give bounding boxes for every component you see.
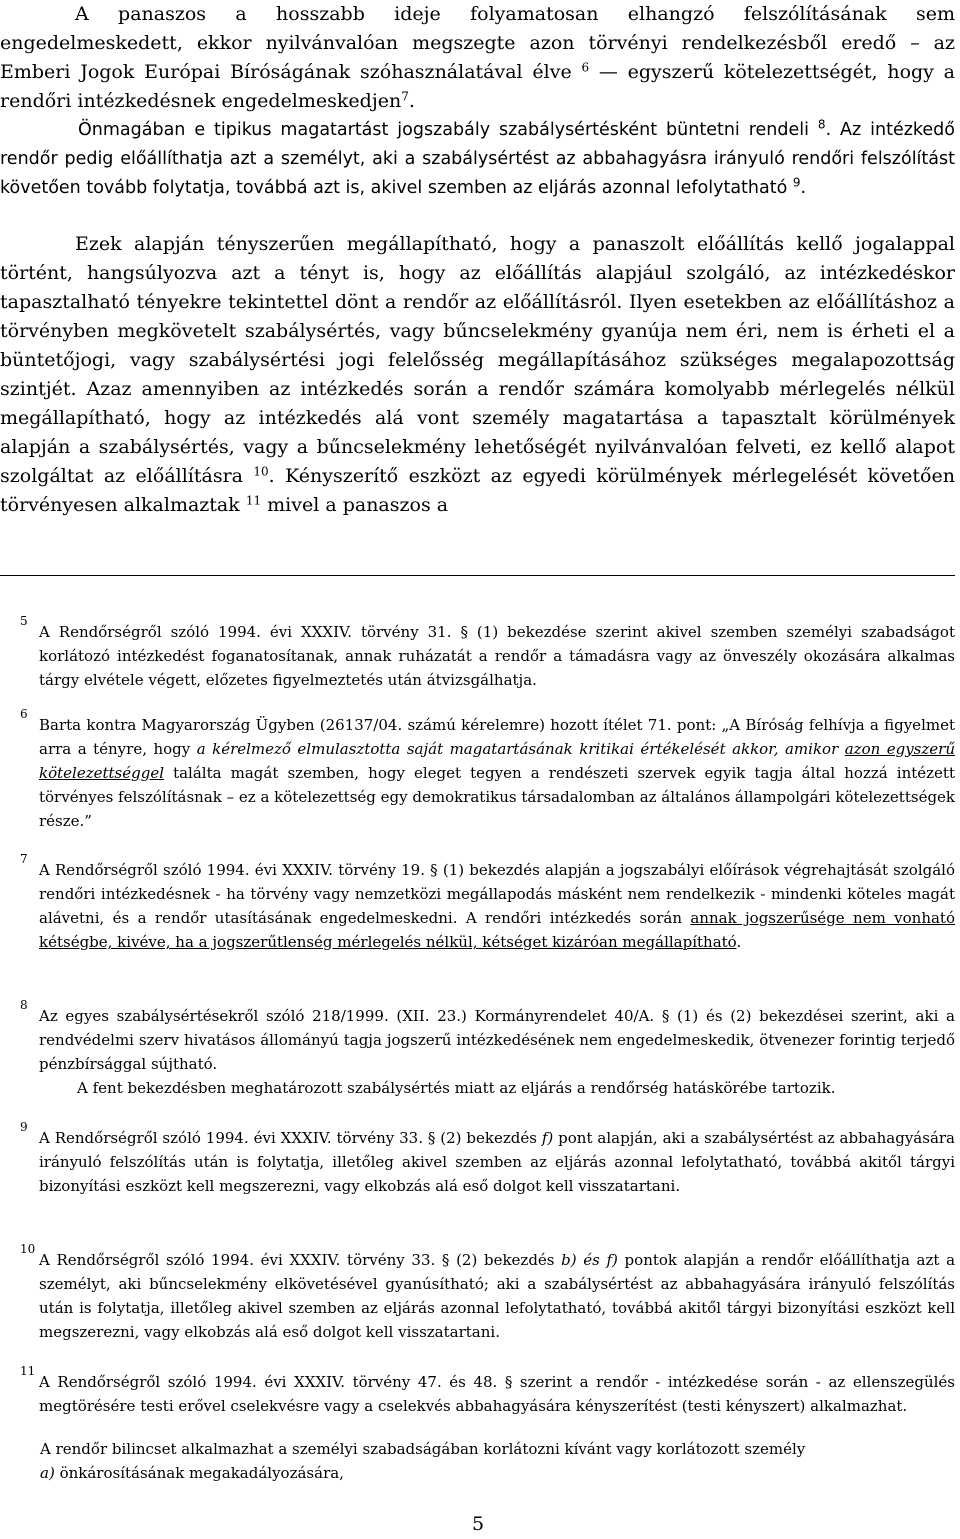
footnote-10 (0, 1242, 956, 1344)
footnote-text: A Rendőrségről szóló 1994. évi XXXIV. törvény 19. § (1) bekezdés alapján a jogszabályi előírások végrehajtását szolgáló rendőri intézkedésnek - ha törvény vagy nemzetközi megállapodás másként nem rendelkezik - mindenki köteles magát alávetni, és a rendőr utasításának engedelmeskedni. A rendőri intézkedés során annak jogszerűsége nem vonható kétségbe, kivéve, ha a jogszerűtlenség mérlegelés nélkül, kétséget kizáróan megállapítható. (39, 861, 955, 951)
paragraph-2: Önmagában e tipikus magatartást jogszabály szabálysértésként büntetni rendeli $^8$. Az intézkedő rendőr pedig előállíthatja azt a személyt, aki a szabálysértést az abbahagyásra irányuló rendőri felszólítást követően tovább folytatja, továbbá azt is, akivel szemben az eljárás azonnal lefolytatható $^9$. (0, 117, 955, 198)
footnote-ref-8[interactable]: 8 (817, 117, 826, 132)
main-text (0, 0, 955, 520)
paragraph-2-text: Önmagában e tipikus magatartást jogszabály szabálysértésként büntetni rendeli (78, 120, 809, 140)
paragraph-3-text: Ezek alapján tényszerűen megállapítható, hogy a panaszolt előállítás kellő jogalappal történt, hangsúlyozva azt a tényt is, hogy az előállítás alapjául szolgáló, az intézkedéskor tapasztalható tényekre tekintettel dönt a rendőr az előállításról. Ilyen esetekben az előállításhoz a törvényben megkövetelt szabálysértés, vagy bűncselekmény gyanúja nem éri, nem is érheti el a büntetőjogi, vagy szabálysértési jogi felelősség megállapításához szükséges megalapozottság szintjét. Azaz amennyiben az intézkedés során a rendőr számára komolyabb mérlegelés nélkül megállapítható, hogy az intézkedés alá vont személy magatartása a tapasztalt körülmények alapján a szabálysértés, vagy a bűncselekmény lehetőségét nyilvánvalóan felveti, ez kellő alapot szolgáltat az előállításra (0, 233, 955, 487)
footnote-ref-6[interactable]: 6 (581, 60, 590, 75)
paragraph-3-text-b: . Kényszerítő eszközt az egyedi körülmények mérlegelését követően törvényesen alkalmaztak (0, 465, 955, 516)
paragraph-1-text: A panaszos a hosszabb ideje folyamatosan elhangzó felszólításának sem engedelmeskedett, ekkor nyilvánvalóan megszegte azon törvényi rendelkezésből eredő – az Emberi Jogok Európai Bíróságának szóhasználatával élve (0, 3, 955, 83)
footnote-number: 11 (20, 1364, 36, 1378)
footnote-ref-9[interactable]: 9 (792, 175, 801, 190)
footnote-number: 9 (20, 1120, 28, 1134)
footnote-separator (0, 575, 955, 576)
footnote-5 (0, 614, 955, 692)
footnote-text: A Rendőrségről szóló 1994. évi XXXIV. törvény 31. § (1) bekezdése szerint akivel szemben személyi szabadságot korlátozó intézkedést foganatosítanak, annak ruházatát a rendőr a támadásra vagy az önveszély okozására alkalmas tárgy elvétele végett, előzetes figyelmeztetés után átvizsgálhatja. (39, 623, 955, 689)
footnote-8 (0, 998, 955, 1100)
footnote-text: Az egyes szabálysértésekről szóló 218/1999. (XII. 23.) Kormányrendelet 40/A. § (1) és (2) bekezdései szerint, aki a rendvédelmi szerv hivatásos állományú tagja jogszerű intézkedésének nem engedelmeskedik, ötvenezer forintig terjedő pénzbírsággal sújtható. (39, 1007, 955, 1073)
footnote-subtext: A fent bekezdésben meghatározott szabálysértés miatt az eljárás a rendőrség hatáskörébe tartozik. (77, 1079, 836, 1097)
page-number: 5 (472, 1513, 485, 1535)
continuation-text (40, 1437, 920, 1485)
continuation-line-2: a) önkárosításának megakadályozására, (40, 1464, 344, 1482)
footnote-text: A Rendőrségről szóló 1994. évi XXXIV. törvény 47. és 48. § szerint a rendőr - intézkedése során - az ellenszegülés megtörésére testi erővel cselekvésre vagy a cselekvés abbahagyására kényszerítést (testi kényszert) alkalmazhat. (39, 1373, 955, 1415)
paragraph-3: Ezek alapján tényszerűen megállapítható, hogy a panaszolt előállítás kellő jogalappal történt, hangsúlyozva azt a tényt is, hogy az előállítás alapjául szolgáló, az intézkedéskor tapasztalható tényekre tekintettel dönt a rendőr az előállításról. Ilyen esetekben az előállításhoz a törvényben megkövetelt szabálysértés, vagy bűncselekmény gyanúja nem éri, nem is érheti el a büntetőjogi, vagy szabálysértési jogi felelősség megállapításához szükséges megalapozottság szintjét. Azaz amennyiben az intézkedés során a rendőr számára komolyabb mérlegelés nélkül megállapítható, hogy az intézkedés alá vont személy magatartása a tapasztalt körülmények alapján a szabálysértés, vagy a bűncselekmény lehetőségét nyilvánvalóan felveti, ez kellő alapot szolgáltat az előállításra $^{10}$. Kényszerítő eszközt az egyedi körülmények mérlegelését követően törvényesen alkalmaztak $^{11}$ mivel a panaszos a (0, 233, 955, 516)
paragraph-2-text-b: . Az intézkedő rendőr pedig előállíthatja azt a személyt, aki a szabálysértést az abbahagyásra irányuló rendőri felszólítást követően tovább folytatja, továbbá azt is, akivel szemben az eljárás azonnal lefolytatható (0, 120, 955, 198)
footnote-number: 7 (20, 852, 28, 866)
continuation-line-1: A rendőr bilincset alkalmazhat a személyi szabadságában korlátozni kívánt vagy korlátozott személy (40, 1440, 806, 1458)
footnote-text: A Rendőrségről szóló 1994. évi XXXIV. törvény 33. § (2) bekezdés f) pont alapján, aki a szabálysértést az abbahagyására irányuló felszólítás után is folytatja, illetőleg akivel szemben az eljárás azonnal lefolytatható, továbbá akitől tárgyi bizonyítási eszközt kell megszerezni, vagy elkobzás alá eső dolgot kell visszatartani. (39, 1129, 955, 1195)
paragraph-1-text-b: — egyszerű kötelezettségét, hogy a rendőri intézkedésnek engedelmeskedjen (0, 61, 955, 112)
footnote-number: 10 (20, 1242, 36, 1256)
footnote-ref-7[interactable]: 7 (401, 89, 409, 104)
paragraph-1: A panaszos a hosszabb ideje folyamatosan elhangzó felszólításának sem engedelmeskedett, ekkor nyilvánvalóan megszegte azon törvényi rendelkezésből eredő – az Emberi Jogok Európai Bíróságának szóhasználatával élve $^6$ — egyszerű kötelezettségét, hogy a rendőri intézkedésnek engedelmeskedjen$^7$. (0, 3, 955, 112)
footnote-7 (0, 852, 955, 954)
footnote-text: Barta kontra Magyarország Ügyben (26137/04. számú kérelemre) hozott ítélet 71. pont: „A Bíróság felhívja a figyelmet arra a tényre, hogy a kérelmező elmulasztotta saját magatartásának kritikai értékelését akkor, amikor azon egyszerű kötelezettséggel találta magát szemben, hogy eleget tegyen a rendészeti szervek egyik tagja által hozzá intézett törvényes felszólításnak – ez a kötelezettség egy demokratikus társadalomban az általános állampolgári kötelezettségek része.” (39, 716, 956, 830)
footnote-text: A Rendőrségről szóló 1994. évi XXXIV. törvény 33. § (2) bekezdés b) és f) pontok alapján a rendőr előállíthatja azt a személyt, aki bűncselekmény elkövetésével gyanúsítható; aki a szabálysértést az abbahagyására irányuló felszólítás után is folytatja, illetőleg akivel szemben az eljárás azonnal lefolytatható, továbbá akitől tárgyi bizonyítási eszközt kell megszerezni, vagy elkobzás alá eső dolgot kell visszatartani. (39, 1251, 956, 1341)
footnote-ref-10[interactable]: 10 (253, 464, 269, 479)
footnote-number: 6 (20, 707, 28, 721)
footnote-9 (0, 1120, 955, 1198)
footnote-6 (0, 707, 956, 833)
footnote-11 (0, 1364, 955, 1418)
footnote-ref-11[interactable]: 11 (245, 493, 262, 508)
footnote-number: 8 (20, 998, 28, 1012)
footnote-number: 5 (20, 614, 28, 628)
